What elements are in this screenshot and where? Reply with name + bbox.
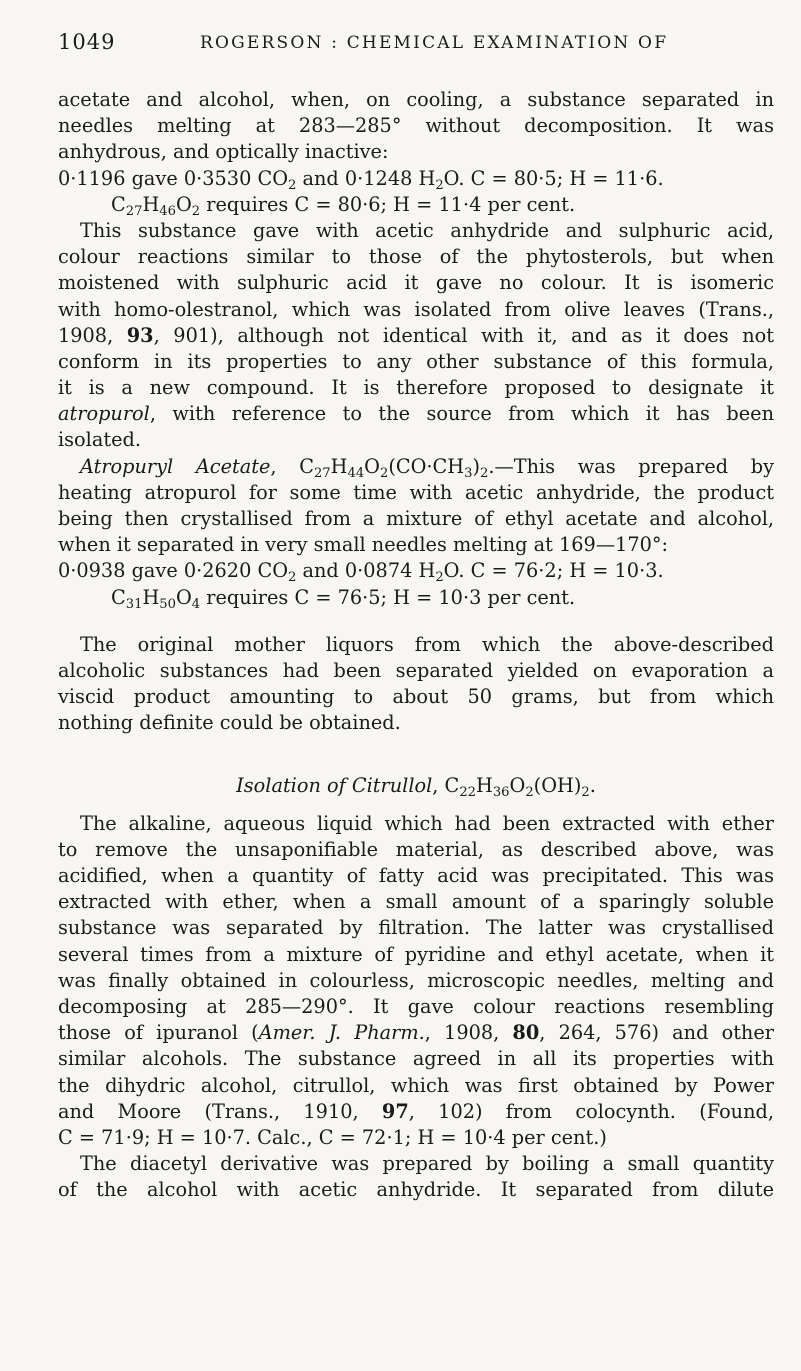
section-heading: Isolation of Citrullol, $C_{22}H_{36}O_2(OH)_2$. xyxy=(236,773,596,800)
text-line: atropurol, with reference to the source from which it has been xyxy=(58,402,774,426)
text-line: Atropuryl Acetate, $C_{27}H_{44}O_2(CO\cdot CH_3)_2.—This$ was prepared by xyxy=(80,454,774,481)
text-line: those of ipuranol (Amer. J. Pharm., 1908, 80, 264, 576) and other xyxy=(58,1021,774,1045)
text-line: colour reactions similar to those of the phytosterols, but when xyxy=(58,245,774,269)
text-line: acidified, when a quantity of fatty acid was precipitated. This was xyxy=(58,864,774,888)
text-line: This substance gave with acetic anhydride and sulphuric acid, xyxy=(80,218,774,242)
page-header xyxy=(58,30,774,64)
text-line: viscid product amounting to about 50 grams, but from which xyxy=(58,685,774,709)
text-line: the dihydric alcohol, citrullol, which was first obtained by Power xyxy=(58,1073,774,1097)
text-line: 1908, 93, 901), although not identical with it, and as it does not xyxy=(58,323,774,347)
text-line: of the alcohol with acetic anhydride. It separated from dilute xyxy=(58,1178,774,1202)
analysis-line: 0·0938 gave 0·2620 $CO_2$ and 0·0874 $H_2O$. C = 76·2; H = 10·3. xyxy=(58,559,664,586)
text-line: moistened with sulphuric acid it gave no colour. It is isomeric xyxy=(58,271,774,295)
text-line: it is a new compound. It is therefore proposed to designate it xyxy=(58,376,774,400)
text-line: substance was separated by filtration. The latter was crystallised xyxy=(58,916,774,940)
compound-title: Atropuryl Acetate xyxy=(80,454,271,478)
text-line: anhydrous, and optically inactive: xyxy=(58,140,389,164)
text-line: to remove the unsaponifiable material, as described above, was xyxy=(58,837,774,861)
formula-line: $C_{31}H_{50}O_4$ requires C = 76·5; H = 10·3 per cent. xyxy=(111,585,576,612)
text-line: isolated. xyxy=(58,428,141,452)
text-line: was finally obtained in colourless, microscopic needles, melting and xyxy=(58,968,774,992)
text-line: C = 71·9; H = 10·7. Calc., C = 72·1; H = 10·4 per cent.) xyxy=(58,1125,607,1149)
text-line: with homo-olestranol, which was isolated from olive leaves (Trans., xyxy=(58,297,774,321)
page-number: 1049 xyxy=(58,30,116,54)
text-line: alcoholic substances had been separated yielded on evaporation a xyxy=(58,658,774,682)
text-line: being then crystallised from a mixture of ethyl acetate and alcohol, xyxy=(58,507,774,530)
formula-line: $C_{27}H_{46}O_2$ requires C = 80·6; H = 11·4 per cent. xyxy=(111,192,576,219)
text-line: nothing definite could be obtained. xyxy=(58,711,401,735)
text-line: acetate and alcohol, when, on cooling, a substance separated in xyxy=(58,88,774,111)
text-line: decomposing at 285—290°. It gave colour reactions resembling xyxy=(58,995,774,1018)
text-line: needles melting at 283—285° without decomposition. It was xyxy=(58,114,774,138)
body-text xyxy=(58,87,774,1204)
text-line: similar alcohols. The substance agreed in all its properties with xyxy=(58,1047,774,1071)
text-line: The diacetyl derivative was prepared by boiling a small quantity xyxy=(80,1152,774,1176)
text-line: when it separated in very small needles melting at 169—170°: xyxy=(58,533,669,557)
text-line: conform in its properties to any other substance of this formula, xyxy=(58,349,774,373)
text-line: extracted with ether, when a small amount of a sparingly soluble xyxy=(58,890,774,914)
text-line: The alkaline, aqueous liquid which had been extracted with ether xyxy=(80,811,774,835)
analysis-line: 0·1196 gave 0·3530 $CO_2$ and 0·1248 $H_2O$. C = 80·5; H = 11·6. xyxy=(58,166,664,193)
text-line: heating atropurol for some time with acetic anhydride, the product xyxy=(58,480,774,504)
document-page xyxy=(58,30,774,1204)
text-line: The original mother liquors from which the above-described xyxy=(80,632,774,656)
running-head: ROGERSON : CHEMICAL EXAMINATION OF xyxy=(200,33,669,53)
text-line: several times from a mixture of pyridine and ethyl acetate, when it xyxy=(58,942,774,966)
text-line: and Moore (Trans., 1910, 97, 102) from colocynth. (Found, xyxy=(58,1099,774,1123)
